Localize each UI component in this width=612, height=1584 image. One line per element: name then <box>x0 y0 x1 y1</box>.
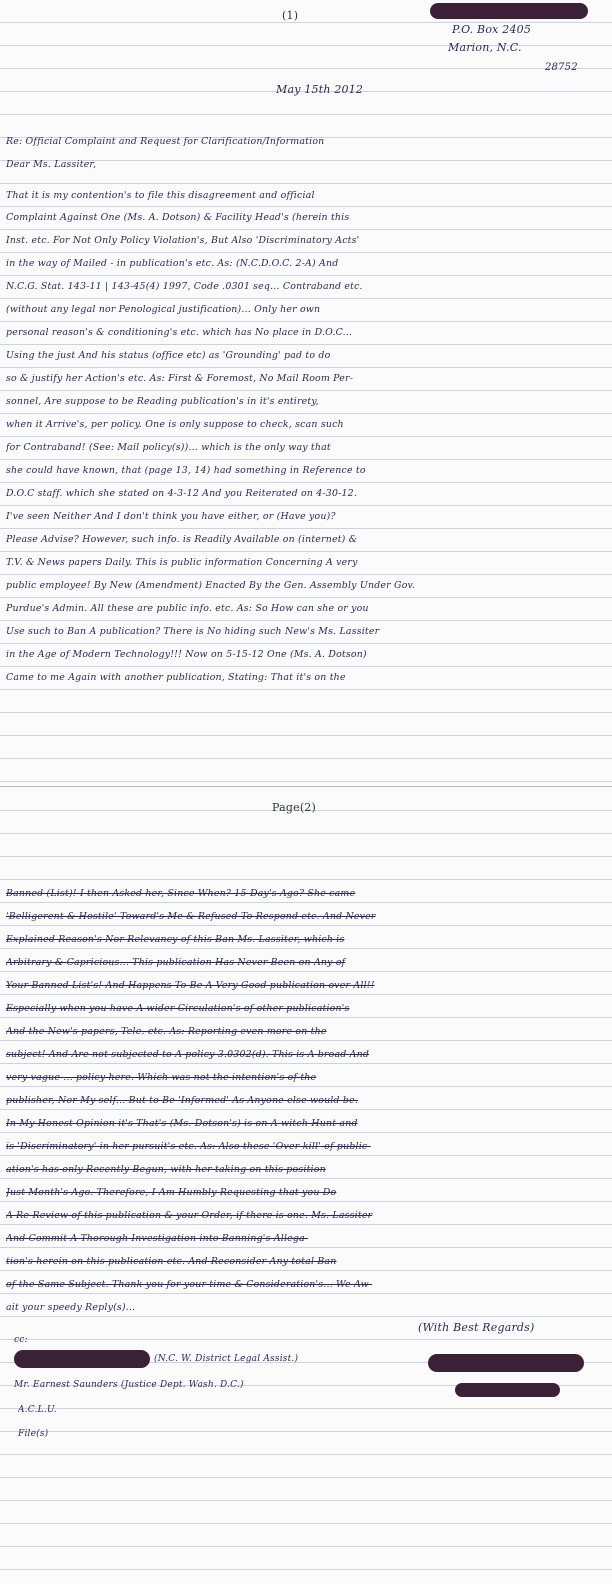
body-line: publisher, Nor My self... But to Be 'Informed' As Anyone else would be. <box>6 1095 359 1106</box>
letter-page-1 <box>0 0 612 787</box>
body-line: Using the just And his status (office etc) as 'Grounding' pad to do <box>6 350 331 361</box>
page-number: Page(2) <box>272 802 316 814</box>
address-line-3: 28752 <box>545 62 578 73</box>
closing: (With Best Regards) <box>418 1322 535 1334</box>
body-line: subject! And Are not subjected to A policy 3.0302(d). This is A broad And <box>6 1049 370 1060</box>
body-line: (without any legal nor Penological justification)... Only her own <box>6 304 321 315</box>
redacted-signature <box>428 1354 584 1372</box>
body-line: of the Same Subject. Thank you for your time & Consideration's... We Aw- <box>6 1279 373 1290</box>
redacted-id <box>455 1383 560 1397</box>
body-line: sonnel, Are suppose to be Reading publication's in it's entirety, <box>6 396 319 407</box>
body-line: D.O.C staff. which she stated on 4-3-12 And you Reiterated on 4-30-12. <box>6 488 358 499</box>
body-line: Especially when you have A wider Circulation's of other publication's <box>6 1003 350 1014</box>
body-line: Please Advise? However, such info. is Readily Available on (internet) & <box>6 534 358 545</box>
body-line: Inst. etc. For Not Only Policy Violation's, But Also 'Discriminatory Acts' <box>6 235 360 246</box>
cc-entry: Mr. Earnest Saunders (Justice Dept. Wash. D.C.) <box>14 1380 244 1390</box>
body-line: Use such to Ban A publication? There is No hiding such New's Ms. Lassiter <box>6 626 380 637</box>
body-line: public employee! By New (Amendment) Enacted By the Gen. Assembly Under Gov. <box>6 580 416 591</box>
body-line: Complaint Against One (Ms. A. Dotson) & Facility Head's (herein this <box>6 212 350 223</box>
body-line: Arbitrary & Capricious... This publication Has Never Been on Any of <box>6 957 346 968</box>
body-line: N.C.G. Stat. 143-11 | 143-45(4) 1997, Code .0301 seq... Contraband etc. <box>6 281 363 292</box>
body-line: when it Arrive's, per policy. One is only suppose to check, scan such <box>6 419 344 430</box>
cc-entry: File(s) <box>18 1429 49 1439</box>
body-line: for Contraband! (See: Mail policy(s))... which is the only way that <box>6 442 331 453</box>
body-line: tion's herein on this publication etc. And Reconsider Any total Ban <box>6 1256 337 1267</box>
body-line: And Commit A Thorough Investigation into Banning's Allega- <box>6 1233 309 1244</box>
redacted-name <box>430 3 588 19</box>
body-line: T.V. & News papers Daily. This is public information Concerning A very <box>6 557 358 568</box>
body-line: Came to me Again with another publication, Stating: That it's on the <box>6 672 346 683</box>
body-line: Just Month's Ago. Therefore, I Am Humbly Requesting that you Do <box>6 1187 337 1198</box>
body-line: Explained Reason's Nor Relevancy of this Ban Ms. Lassiter, which is <box>6 934 345 945</box>
subject-line: Re: Official Complaint and Request for Clarification/Information <box>6 136 325 147</box>
cc-label: cc: <box>14 1335 28 1345</box>
body-line: ait your speedy Reply(s)... <box>6 1302 136 1313</box>
body-line: A Re-Review of this publication & your Order, if there is one. Ms. Lassiter <box>6 1210 373 1221</box>
body-line: Banned (List)! I then Asked her, Since When? 15-Day's Ago? She came <box>6 888 356 899</box>
address-line-2: Marion, N.C. <box>448 42 522 54</box>
salutation: Dear Ms. Lassiter, <box>6 159 97 170</box>
address-line-1: P.O. Box 2405 <box>452 24 532 36</box>
body-line: personal reason's & conditioning's etc. which has No place in D.O.C... <box>6 327 353 338</box>
body-line: I've seen Neither And I don't think you have either, or (Have you)? <box>6 511 336 522</box>
redacted-cc-name <box>14 1350 150 1368</box>
body-line: And the New's papers, Tele. etc. As: Reporting even more on the <box>6 1026 327 1037</box>
body-line: in the Age of Modern Technology!!! Now on 5-15-12 One (Ms. A. Dotson) <box>6 649 367 660</box>
body-line: That it is my contention's to file this disagreement and official <box>6 190 315 201</box>
body-line: very vague ... policy here. Which was not the intention's of the <box>6 1072 317 1083</box>
body-line: Purdue's Admin. All these are public info. etc. As: So How can she or you <box>6 603 369 614</box>
body-line: 'Belligerent & Hostile' Toward's Me & Refused To Respond etc. And Never <box>6 911 376 922</box>
body-line: in the way of Mailed - in publication's etc. As: (N.C.D.O.C. 2-A) And <box>6 258 339 269</box>
cc-entry: (N.C. W. District Legal Assist.) <box>154 1354 299 1364</box>
cc-entry: A.C.L.U. <box>18 1405 57 1415</box>
body-line: is 'Discriminatory' in her pursuit's etc. As: Also these 'Over-kill' of public- <box>6 1141 371 1152</box>
body-line: ation's has only Recently Begun, with her taking on this position <box>6 1164 326 1175</box>
body-line: Your Banned List's! And Happens To Be A Very Good publication over All!! <box>6 980 375 991</box>
page-number: (1) <box>282 10 299 22</box>
body-line: she could have known, that (page 13, 14) had something in Reference to <box>6 465 366 476</box>
letter-page-2 <box>0 788 612 1584</box>
body-line: so & justify her Action's etc. As: First & Foremost, No Mail Room Per- <box>6 373 354 384</box>
body-line: In My Honest Opinion it's That's (Ms. Dotson's) is on A witch-Hunt and <box>6 1118 358 1129</box>
letter-date: May 15th 2012 <box>276 84 364 96</box>
